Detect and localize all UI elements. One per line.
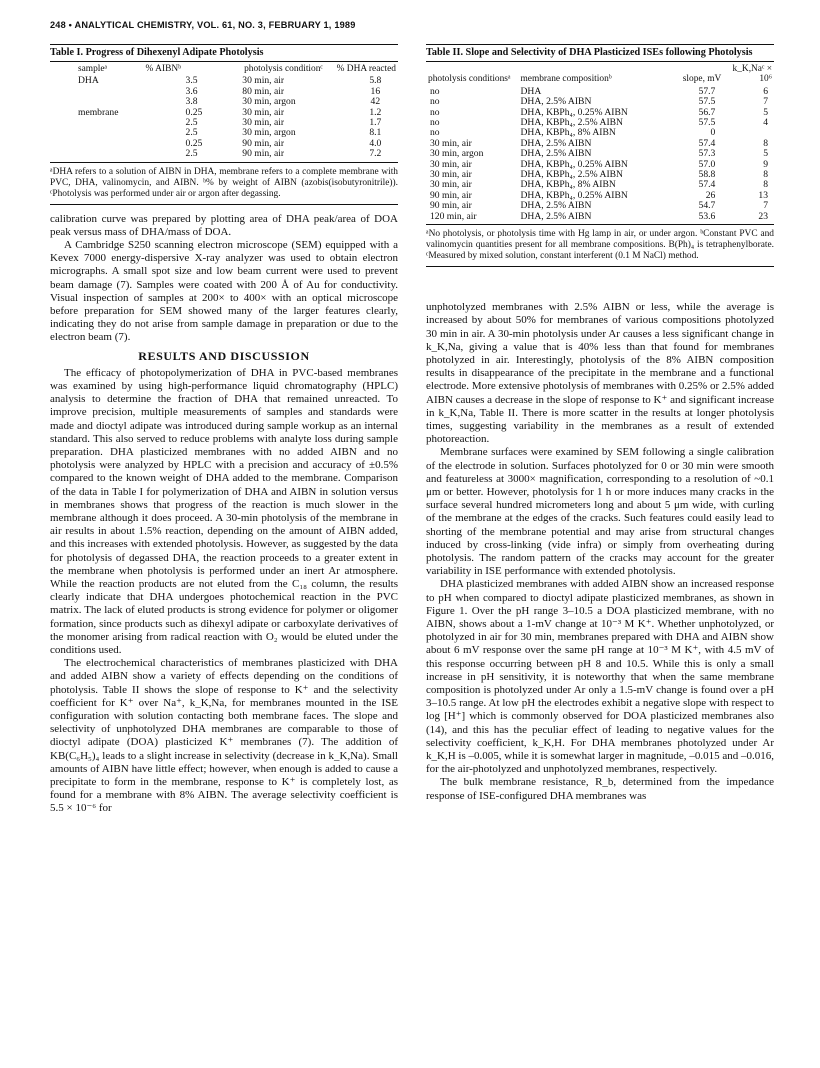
table2-cell: 8 [763, 179, 768, 191]
table1-bottom-rule [50, 162, 398, 163]
table2-cell: DHA, 2.5% AIBN [520, 210, 592, 222]
table1-cell: 90 min, air [242, 148, 285, 160]
table2-cell: 58.8 [698, 169, 716, 181]
table2-cell: 7 [763, 200, 768, 212]
table1-footnote: ᵃDHA refers to a solution of AIBN in DHA, membrane refers to a complete membrane with PVC, DHA, valinomycin, and AIBN. ᵇ% by weight of AIBN (azobis(isobutyronitrile)). ᶜPhotolysis was performed under air or argon after degassing. [50, 166, 398, 199]
table2 [426, 64, 774, 222]
table2-cell: DHA, KBPh₄, 0.25% AIBN [520, 158, 628, 170]
table1-row [50, 87, 398, 97]
table1-cell: membrane [78, 106, 119, 118]
table2-cell: DHA, KBPh₄, 2.5% AIBN [520, 117, 623, 129]
table1-cell [50, 118, 138, 128]
table2-cell: DHA [520, 85, 542, 97]
table1-row [50, 128, 398, 138]
table1-cell: 0.25 [185, 137, 203, 149]
table1-cell: 3.8 [185, 96, 198, 108]
table2-cell: DHA, KBPh₄, 0.25% AIBN [520, 106, 628, 118]
table1-body [50, 76, 398, 159]
table2-cell: 7 [763, 96, 768, 108]
table1-cell: 42 [370, 96, 381, 108]
table2-cell: DHA, 2.5% AIBN [520, 137, 592, 149]
table2-cell: no [430, 106, 440, 118]
table2-cell: 23 [758, 210, 768, 222]
left-paragraph-2: A Cambridge S250 scanning electron microscope (SEM) equipped with a Kevex 7000 energy-dispersive X-ray analyzer was used to obtain electron micrographs. A small spot size and low beam current were used to prevent beam damage (7). Samples were coated with 200 Å of Au for conductivity. Visual inspection of samples at 200× to 400× with an optical microscope before preparation for SEM showed many of the larger features clearly, indicating they do not arise from sample damage in preparation or due to the electron beam (7). [50, 239, 398, 344]
table1-cell: 3.6 [185, 85, 198, 97]
table2-cell: 26 [705, 189, 716, 201]
table2-cell: 9 [763, 158, 768, 170]
table1-cell: 30 min, air [242, 117, 285, 129]
table1-cell [50, 128, 138, 138]
table1-cell: 30 min, argon [242, 96, 296, 108]
table2-cell: DHA, KBPh₄, 8% AIBN [520, 179, 616, 191]
table2-cell: no [430, 85, 440, 97]
right-paragraph-4: The bulk membrane resistance, R_b, determined from the impedance response of ISE-configured DHA membranes was [426, 776, 774, 802]
table2-cell: 57.3 [698, 148, 716, 160]
table2-cell: DHA, 2.5% AIBN [520, 148, 592, 160]
table1-row [50, 108, 398, 118]
table2-cell: 8 [763, 137, 768, 149]
table2-row [426, 212, 774, 222]
table1-header-row [50, 64, 398, 76]
table2-cell: no [430, 117, 440, 129]
table2-cell: 13 [758, 189, 768, 201]
table2-cell: 57.5 [698, 96, 716, 108]
table1-row [50, 118, 398, 128]
table1-header-aibn: % AIBNᵇ [145, 64, 181, 74]
table2-cell: DHA, 2.5% AIBN [520, 200, 592, 212]
left-paragraph-3: The efficacy of photopolymerization of DHA in PVC-based membranes was examined by using high-performance liquid chromatography (HPLC) analysis to determine the fraction of DHA that remained unreacted. To improve precision, multiple measurements of samples and standards were made and dioctyl adipate was introduced during sample workup as an internal standard. This also served to reduce problems with analyte loss during sample preparation. DHA plasticized membranes with no added AIBN and no photolysis were analyzed by HPLC with a precision and accuracy of ±0.5% compared to the known weight of DHA added to the membrane. Comparison of the data in Table I for polymerization of DHA and AIBN in solution versus in membranes shows that progress of the reaction is much slower in the membrane although it does proceed. A 30-min photolysis of the membrane in air results in about 1.5% reaction, depending on the amount of AIBN added, and this increases with extended photolysis. However, as suggested by the data for photolysis of degassed DHA, the reaction proceeds to a greater extent in the membrane when photolysis is performed under an inert Ar atmosphere. While the reaction products are not eluted from the C₁₈ column, the results clearly indicate that DHA undergoes photochemical reaction in the PVC matrix. The lack of eluted products is strong evidence for polymer or oligomer formation, since products such as dihexyl adipate or carboxylate derivatives of the monomer arising from radical reaction with O₂ would be eluted under the conditions used. [50, 366, 398, 656]
table2-cell: 5 [763, 148, 768, 160]
right-paragraph-3: DHA plasticized membranes with added AIBN show an increased response to pH when compared to dioctyl adipate plasticized membranes, as shown in Figure 1. Over the pH range 3–10.5 a DOA plasticized membrane, with no AIBN, shows about a 1-mV change at 10⁻³ M K⁺. Whether unphotolyzed, or photolyzed in air for 30 min, membranes prepared with DHA and AIBN show about 6 mV response over the same pH range at 10⁻³ M K⁺, with 4.5 mV of this response occurring between pH 8 and 10.5. While this is only a small increase in pH sensitivity, it is noteworthy that when the same membrane composition is photolyzed under Ar only a 1.5-mV change is found over a pH 3–10.5 range. At low pH the electrodes exhibit a negative slope with respect to log [H⁺] which is commonly observed for DOA plasticized membranes also (14), and this has the peculiar effect of leading to negative values for the selectivity coefficient, k_K,H. For DHA membranes photolyzed under Ar k_K,H is –0.005, while it is somewhat larger in magnitude, –0.015 and –0.016, for the air-photolyzed and unphotolyzed membranes, respectively. [426, 578, 774, 776]
table2-cell: 90 min, air [430, 189, 472, 201]
table2-cell: 30 min, air [430, 158, 472, 170]
table2-row [426, 87, 774, 97]
left-column [50, 44, 398, 816]
table1-cell: 0.25 [185, 106, 203, 118]
table2-cell: 54.7 [698, 200, 716, 212]
table2-cell: 53.6 [698, 210, 716, 222]
table1-cell: 5.8 [369, 75, 382, 87]
table2-cell: 30 min, air [430, 179, 472, 191]
table2-cell: 90 min, air [430, 200, 472, 212]
table2-cell: 30 min, air [430, 169, 472, 181]
table2-cell: 57.4 [698, 137, 716, 149]
table2-row [426, 191, 774, 201]
table2-bottom-rule [426, 224, 774, 225]
table2-header-row [426, 64, 774, 87]
table1-cell: 3.5 [185, 75, 198, 87]
table2-cell: 57.5 [698, 117, 716, 129]
table2-header-composition: membrane compositionᵇ [520, 74, 612, 85]
table1 [50, 64, 398, 160]
table2-cell: 57.4 [698, 179, 716, 191]
table1-header-condition: photolysis conditionᶜ [244, 64, 323, 74]
table2-cell: 5 [763, 106, 768, 118]
left-paragraph-4: The electrochemical characteristics of membranes plasticized with DHA and added AIBN show a variety of effects depending on the conditions of photolysis. Table II shows the slope of response to K⁺ and the selectivity coefficient for K⁺ over Na⁺, k_K,Na, for membranes mounted in the ISE configuration with solution contacting both membrane faces. The slope and selectivity of unphotolyzed DHA membranes are comparable to those of dioctyl adipate (DOA) plasticized K⁺ membranes (7). The addition of KB(C₆H₅)₄ leads to a slight increase in selectivity (decrease in k_K,Na). Small amounts of AIBN have little effect; however, when enough is added to cause a precipitate to form in the membrane, response to K⁺ is completely lost, as found for a membrane with 8% AIBN. The average selectivity coefficient is 5.5 × 10⁻⁶ for [50, 657, 398, 815]
table2-cell: DHA, 2.5% AIBN [520, 96, 592, 108]
table1-row [50, 149, 398, 159]
table1-cell: 2.5 [185, 127, 198, 139]
table1-cell: 30 min, air [242, 75, 285, 87]
table1-header-sample: sampleᵃ [78, 64, 108, 74]
table1-cell: 30 min, air [242, 106, 285, 118]
right-column [426, 44, 774, 803]
running-head: 248 • ANALYTICAL CHEMISTRY, VOL. 61, NO. 3, FEBRUARY 1, 1989 [50, 20, 356, 30]
table2-title: Table II. Slope and Selectivity of DHA Plasticized ISEs following Photolysis [426, 44, 774, 59]
table1-cell: 7.2 [369, 148, 382, 160]
table2-cell: no [430, 96, 440, 108]
table2-footnote: ᵃNo photolysis, or photolysis time with Hg lamp in air, or under argon. ᵇConstant PVC and valinomycin quantities present for all membrane compositions. B(Ph)₄ is tetraphenylborate. ᶜMeasured by mixed solution, constant interferent (0.1 M NaCl) method. [426, 229, 774, 262]
right-paragraph-2: Membrane surfaces were examined by SEM following a single calibration of the electrode in solution. Surfaces photolyzed for 0 or 30 min were smooth and featureless at 3000× magnification, corresponding to a resolution of ~0.1 μm or better. However, photolysis for 1 h or more induces many cracks in the surface several hundred micrometers long and about 5 μm wide, with curling of the membrane at the edges of the cracks. Such features could easily lead to shorting of the membrane potential and may arise from structural changes induced by cross-linking (vide infra) or simply from overheating during photolysis. The random pattern of the cracks may account for the greater variability in ISE performance with extended photolysis. [426, 446, 774, 578]
table2-cell: 6 [763, 85, 768, 97]
table1-cell: 1.2 [369, 106, 382, 118]
table1-row [50, 76, 398, 86]
table2-cell: 8 [763, 169, 768, 181]
table2-row [426, 201, 774, 211]
section-heading: RESULTS AND DISCUSSION [138, 348, 310, 363]
table2-cell: DHA, KBPh₄, 8% AIBN [520, 127, 616, 139]
table2-cell: 120 min, air [430, 210, 477, 222]
table1-cell: 8.1 [369, 127, 382, 139]
table2-row [426, 128, 774, 138]
table2-cell: 57.0 [698, 158, 716, 170]
table1-cell: 80 min, air [242, 85, 285, 97]
table1-cell: 30 min, argon [242, 127, 296, 139]
table2-cell: 0 [710, 127, 716, 139]
table1-cell: 16 [370, 85, 381, 97]
table1-cell: 2.5 [185, 148, 198, 160]
table1-row [50, 139, 398, 149]
table1-cell [50, 149, 138, 159]
table1-cell: 1.7 [369, 117, 382, 129]
table2-cell: 56.7 [698, 106, 716, 118]
table2-body [426, 87, 774, 222]
table2-header-conditions: photolysis conditionsᵃ [428, 74, 511, 85]
table1-header-reacted: % DHA reacted [336, 64, 396, 74]
table1-cell: DHA [78, 75, 99, 87]
table1-title: Table I. Progress of Dihexenyl Adipate Photolysis [50, 44, 398, 59]
table1-cell: 90 min, air [242, 137, 285, 149]
table2-cell: 57.7 [698, 85, 716, 97]
table2-cell: 30 min, air [430, 137, 472, 149]
table2-header-selectivity: k_K,Naᶜ × 10⁶ [732, 64, 772, 85]
table1-cell: 4.0 [369, 137, 382, 149]
table1-top-rule [50, 61, 398, 62]
right-paragraph-1: unphotolyzed membranes with 2.5% AIBN or less, while the average is increased by about 50% for membranes of various compositions photolyzed 30 min in air. A 30-min photolysis under Ar causes a less significant change in k_K,Na, giving a value that is 40% less than that found for membranes photolyzed in air. Interestingly, photolysis of the 8% AIBN composition results in disappearance of the precipitate in the membrane and a functional electrode. More extensive photolysis of membranes with 0.25% or 2.5% added AIBN causes a decrease in the slope of response to K⁺ and significant increase in k_K,Na, Table II. There is more scatter in the results at longer photolysis times, suggesting variability in the membranes as a result of extended photoreaction. [426, 301, 774, 446]
table2-cell: DHA, KBPh₄, 2.5% AIBN [520, 169, 623, 181]
table1-cell [50, 139, 138, 149]
table2-cell: no [430, 127, 440, 139]
table2-top-rule [426, 61, 774, 62]
table2-header-slope: slope, mV [682, 74, 722, 85]
table1-cell [50, 87, 138, 97]
table1-cell: 2.5 [185, 117, 198, 129]
table2-cell: DHA, KBPh₄, 0.25% AIBN [520, 189, 628, 201]
left-paragraph-1: calibration curve was prepared by plotting area of DHA peak/area of DOA peak versus mass of DHA/mass of DOA. [50, 212, 398, 238]
table2-cell: 4 [763, 117, 768, 129]
table2-cell: 30 min, argon [430, 148, 484, 160]
